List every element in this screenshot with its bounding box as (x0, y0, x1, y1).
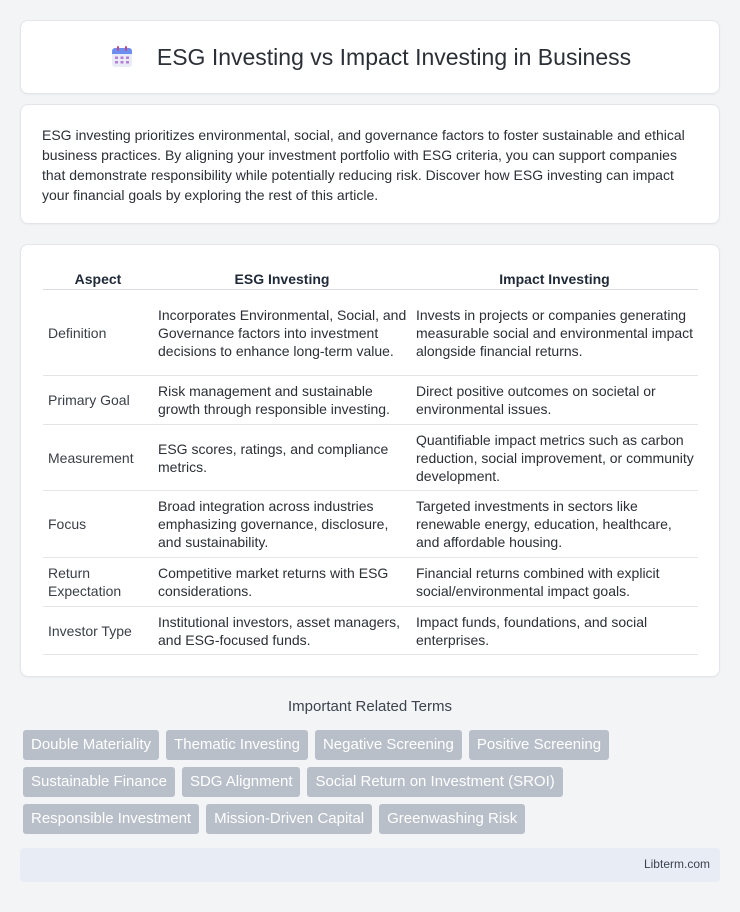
header-aspect: Aspect (43, 265, 153, 290)
table-row (43, 607, 698, 655)
row-impact: Quantifiable impact metrics such as carbon reduction, social improvement, or community development. (411, 425, 698, 491)
page-title: ESG Investing vs Impact Investing in Business (156, 43, 632, 70)
row-esg: Risk management and sustainable growth through responsible investing. (153, 376, 411, 425)
table-row (43, 290, 698, 376)
table-row (43, 376, 698, 425)
row-esg: Incorporates Environmental, Social, and Governance factors into investment decisions to enhance long-term value. (153, 290, 411, 376)
related-term-tag[interactable]: Greenwashing Risk (379, 804, 525, 834)
calendar-icon (109, 44, 135, 70)
related-terms-title: Important Related Terms (288, 698, 452, 715)
intro-text: ESG investing prioritizes environmental, social, and governance factors to foster sustainable and ethical business practices. By aligning your investment portfolio with ESG criteria, you can support companies that demonstrate responsibility while potentially reducing risk. Discover how ESG investing can impact your financial goals by exploring the rest of this article. (42, 127, 685, 203)
intro-card (20, 104, 720, 224)
comparison-table (43, 265, 698, 655)
row-impact: Targeted investments in sectors like renewable energy, education, healthcare, and affordable housing. (411, 491, 698, 558)
header-impact: Impact Investing (411, 265, 698, 290)
tag-row (23, 767, 723, 797)
footer (20, 848, 720, 882)
related-terms (23, 730, 723, 841)
table-row (43, 425, 698, 491)
row-aspect: Investor Type (43, 607, 153, 655)
row-esg: Institutional investors, asset managers, and ESG-focused funds. (153, 607, 411, 655)
row-esg: Competitive market returns with ESG considerations. (153, 558, 411, 607)
related-term-tag[interactable]: Responsible Investment (23, 804, 199, 834)
related-term-tag[interactable]: Mission-Driven Capital (206, 804, 372, 834)
row-aspect: Definition (43, 290, 153, 376)
row-aspect: Return Expectation (43, 558, 153, 607)
tag-row (23, 730, 723, 760)
row-impact: Invests in projects or companies generating measurable social and environmental impact alongside financial returns. (411, 290, 698, 376)
table-header-row (43, 265, 698, 290)
related-term-tag[interactable]: SDG Alignment (182, 767, 301, 797)
row-esg: Broad integration across industries emphasizing governance, disclosure, and sustainability. (153, 491, 411, 558)
row-aspect: Primary Goal (43, 376, 153, 425)
title-card (20, 20, 720, 94)
footer-brand-link[interactable]: Libterm.com (643, 857, 710, 871)
related-term-tag[interactable]: Thematic Investing (166, 730, 308, 760)
related-term-tag[interactable]: Double Materiality (23, 730, 159, 760)
tag-row (23, 804, 723, 834)
comparison-card (20, 244, 720, 677)
table-row (43, 558, 698, 607)
related-term-tag[interactable]: Sustainable Finance (23, 767, 175, 797)
related-term-tag[interactable]: Social Return on Investment (SROI) (307, 767, 562, 797)
row-impact: Financial returns combined with explicit social/environmental impact goals. (411, 558, 698, 607)
related-term-tag[interactable]: Positive Screening (469, 730, 609, 760)
row-aspect: Measurement (43, 425, 153, 491)
related-term-tag[interactable]: Negative Screening (315, 730, 462, 760)
row-aspect: Focus (43, 491, 153, 558)
row-esg: ESG scores, ratings, and compliance metrics. (153, 425, 411, 491)
header-esg: ESG Investing (153, 265, 411, 290)
row-impact: Direct positive outcomes on societal or environmental issues. (411, 376, 698, 425)
row-impact: Impact funds, foundations, and social enterprises. (411, 607, 698, 655)
table-row (43, 491, 698, 558)
